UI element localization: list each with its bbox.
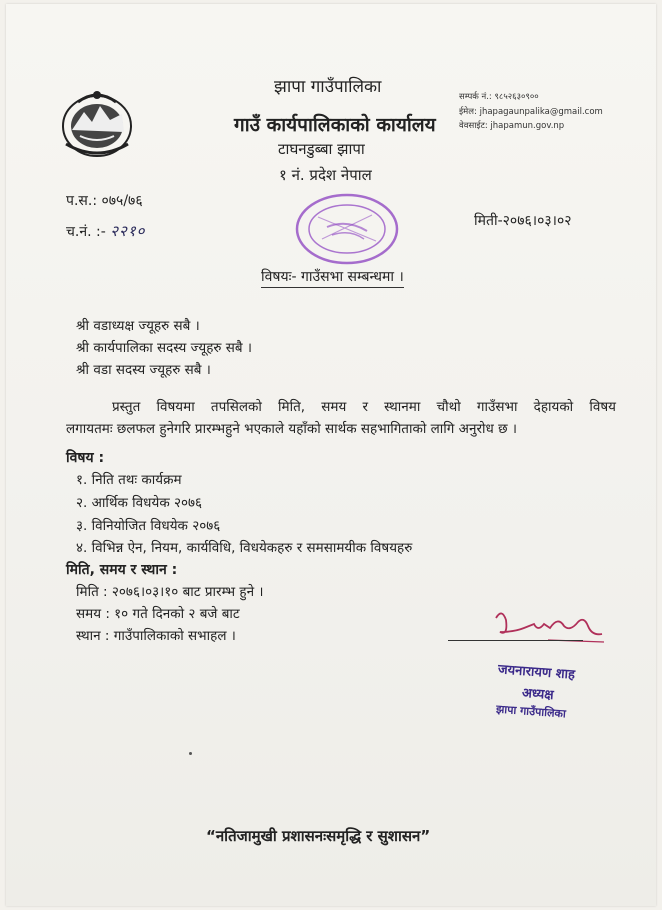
schedule-time: समय : १० गते दिनको २ बजे बाट — [76, 606, 240, 622]
signature-line — [448, 640, 583, 641]
contact-email: ईमेल: jhapagaunpalika@gmail.com — [459, 107, 603, 117]
letter-page — [6, 4, 656, 906]
contact-website: वेवसाईट: jhapamun.gov.np — [459, 121, 565, 131]
contact-phone: सम्पर्क नं.: ९८५२६३०९०० — [459, 92, 539, 102]
office-stamp — [292, 189, 402, 269]
topic-item: १. निति तथः कार्यक्रम — [76, 472, 182, 488]
signatory-title: अध्यक्ष — [521, 685, 555, 704]
chalani-label: च.नं. :- — [66, 224, 106, 240]
recipient-line: श्री वडा सदस्य ज्यूहरु सबै । — [76, 362, 211, 378]
office-name: गाउँ कार्यपालिकाको कार्यालय — [234, 114, 436, 136]
patra-sankhya: प.स.: ०७५/७६ — [66, 193, 143, 209]
schedule-label: मिति, समय र स्थान : — [66, 562, 178, 578]
recipient-line: श्री वडाध्यक्ष ज्यूहरु सबै । — [76, 318, 200, 334]
topic-item: ३. विनियोजित विधयेक २०७६ — [76, 518, 221, 534]
chalani-number-handwritten: २२१० — [110, 222, 146, 240]
signatory-org: झापा गाउँपालिका — [495, 702, 567, 721]
ink-speck — [189, 752, 192, 755]
footer-motto: “नतिजामुखी प्रशासनःसमृद्धि र सुशासन” — [206, 827, 431, 845]
recipient-line: श्री कार्यपालिका सदस्य ज्यूहरु सबै । — [76, 340, 253, 356]
office-address: टाघनडुब्बा झापा — [278, 140, 365, 158]
chalani-number-row — [66, 221, 145, 241]
signatory-name: जयनारायण शाह — [497, 662, 576, 683]
topic-item: ४. विभिन्न ऐन, नियम, कार्यविधि, विधयेकहरु र समसामयीक विषयहरु — [76, 540, 413, 556]
body-paragraph — [66, 396, 616, 440]
letter-date: मिती-२०७६।०३।०२ — [474, 213, 572, 229]
schedule-date: मिति : २०७६।०३।१० बाट प्रारम्भ हुने । — [76, 584, 264, 600]
body-line-1: प्रस्तुत विषयमा तपसिलको मिति, समय र स्थानमा चौथो गाउँसभा देहायको विषय — [112, 399, 616, 415]
municipality-name: झापा गाउँपालिका — [274, 77, 382, 97]
government-emblem-icon — [58, 86, 136, 160]
topic-item: २. आर्थिक विधयेक २०७६ — [76, 495, 203, 511]
province-name: १ नं. प्रदेश नेपाल — [279, 166, 372, 184]
letter-subject: विषयः- गाउँसभा सम्बन्धमा । — [261, 267, 404, 288]
topics-label: विषय : — [66, 450, 105, 466]
schedule-place: स्थान : गाउँपालिकाको सभाहल । — [76, 628, 236, 644]
body-line-2: लगायतमः छलफल हुनेगरि प्रारम्भहुने भएकाले यहाँको सार्थक सहभागिताको लागि अनुरोध छ । — [66, 421, 517, 437]
